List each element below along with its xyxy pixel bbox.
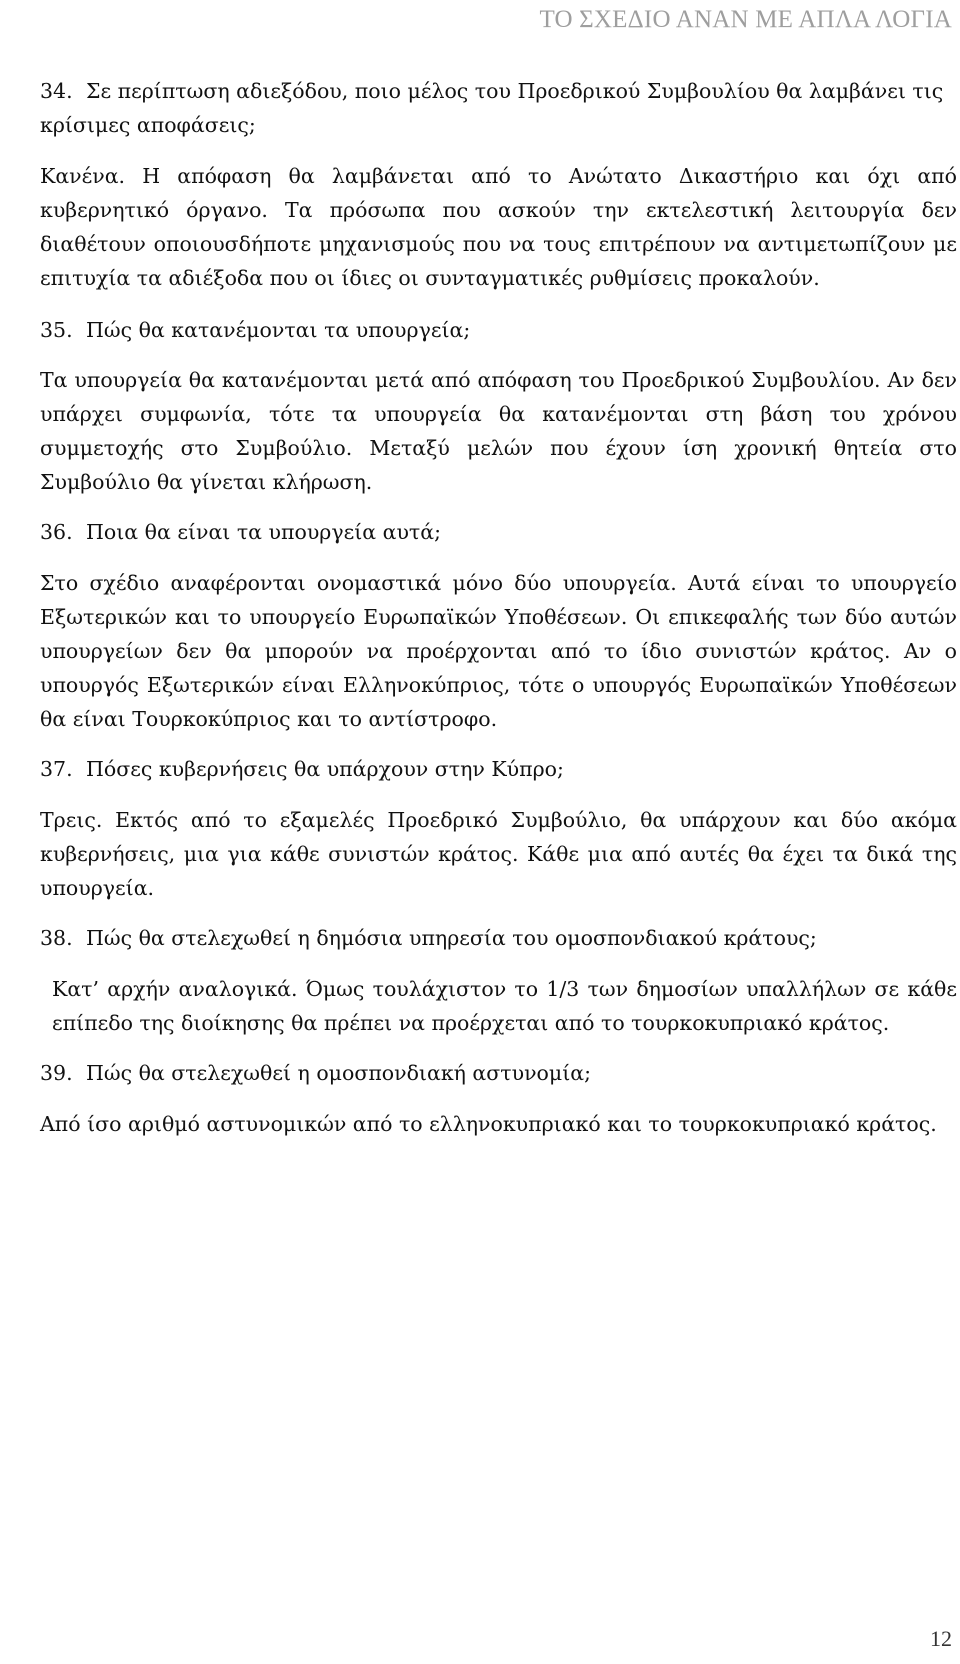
answer-paragraph: Τα υπουργεία θα κατανέμονται μετά από απόφαση του Προεδρικού Συμβουλίου. Αν δεν υπάρχει συμφωνία, τότε τα υπουργεία θα κατανέμονται στη βάση του χρόνου συμμετοχής στο Συμβούλιο. Μεταξύ μελών που έχουν ίση χρονική θητεία στο Συμβούλιο θα γίνεται κλήρωση.	[40, 368, 957, 494]
running-header: ΤΟ ΣΧΕΔΙΟ ΑΝΑΝ ΜΕ ΑΠΛΑ ΛΟΓΙΑ	[539, 6, 952, 33]
question-number: 38.	[40, 926, 73, 950]
qa-item-38	[40, 921, 957, 1040]
qa-item-37	[40, 752, 957, 905]
question-text: Πώς θα κατανέμονται τα υπουργεία;	[86, 318, 471, 342]
question-text: Σε περίπτωση αδιεξόδου, ποιο μέλος του Προεδρικού Συμβουλίου θα λαμβάνει τις κρίσιμες αποφάσεις;	[40, 79, 944, 137]
question-heading	[40, 921, 957, 955]
question-number: 36.	[40, 520, 73, 544]
qa-item-34	[40, 74, 957, 295]
question-number: 39.	[40, 1061, 73, 1085]
answer-paragraph: Κατ’ αρχήν αναλογικά. Όμως τουλάχιστον το 1/3 των δημοσίων υπαλλήλων σε κάθε επίπεδο της διοίκησης θα πρέπει να προέρχεται από το τουρκοκυπριακό κράτος.	[52, 977, 957, 1035]
question-heading	[40, 752, 957, 786]
question-heading	[40, 313, 957, 347]
question-number: 34.	[40, 79, 73, 103]
question-text: Ποια θα είναι τα υπουργεία αυτά;	[86, 520, 441, 544]
question-number: 35.	[40, 318, 73, 342]
qa-item-36	[40, 515, 957, 736]
document-body	[40, 74, 957, 1141]
page-number: 12	[930, 1626, 952, 1651]
qa-item-39	[40, 1056, 957, 1141]
question-text: Πώς θα στελεχωθεί η δημόσια υπηρεσία του ομοσπονδιακού κράτους;	[86, 926, 817, 950]
question-heading	[40, 74, 957, 142]
question-heading	[40, 515, 957, 549]
question-text: Πόσες κυβερνήσεις θα υπάρχουν στην Κύπρο;	[86, 757, 564, 781]
question-heading	[40, 1056, 957, 1090]
answer-paragraph: Στο σχέδιο αναφέρονται ονομαστικά μόνο δύο υπουργεία. Αυτά είναι το υπουργείο Εξωτερικών και το υπουργείο Ευρωπαϊκών Υποθέσεων. Οι επικεφαλής των δύο αυτών υπουργείων δεν θα μπορούν να προέρχονται από το ίδιο συνιστών κράτος. Αν ο υπουργός Εξωτερικών είναι Ελληνοκύπριος, τότε ο υπουργός Ευρωπαϊκών Υποθέσεων θα είναι Τουρκοκύπριος και το αντίστροφο.	[40, 571, 957, 731]
question-number: 37.	[40, 757, 73, 781]
question-text: Πώς θα στελεχωθεί η ομοσπονδιακή αστυνομία;	[86, 1061, 591, 1085]
answer-paragraph: Από ίσο αριθμό αστυνομικών από το ελληνοκυπριακό και το τουρκοκυπριακό κράτος.	[40, 1112, 937, 1136]
qa-item-35	[40, 313, 957, 499]
answer-paragraph: Τρεις. Εκτός από το εξαμελές Προεδρικό Συμβούλιο, θα υπάρχουν και δύο ακόμα κυβερνήσεις, μια για κάθε συνιστών κράτος. Κάθε μια από αυτές θα έχει τα δικά της υπουργεία.	[40, 808, 957, 900]
answer-paragraph: Κανένα. Η απόφαση θα λαμβάνεται από το Ανώτατο Δικαστήριο και όχι από κυβερνητικό όργανο. Τα πρόσωπα που ασκούν την εκτελεστική λειτουργία δεν διαθέτουν οποιουσδήποτε μηχανισμούς που να τους επιτρέπουν να αντιμετωπίζουν με επιτυχία τα αδιέξοδα που οι ίδιες οι συνταγματικές ρυθμίσεις προκαλούν.	[40, 164, 957, 290]
